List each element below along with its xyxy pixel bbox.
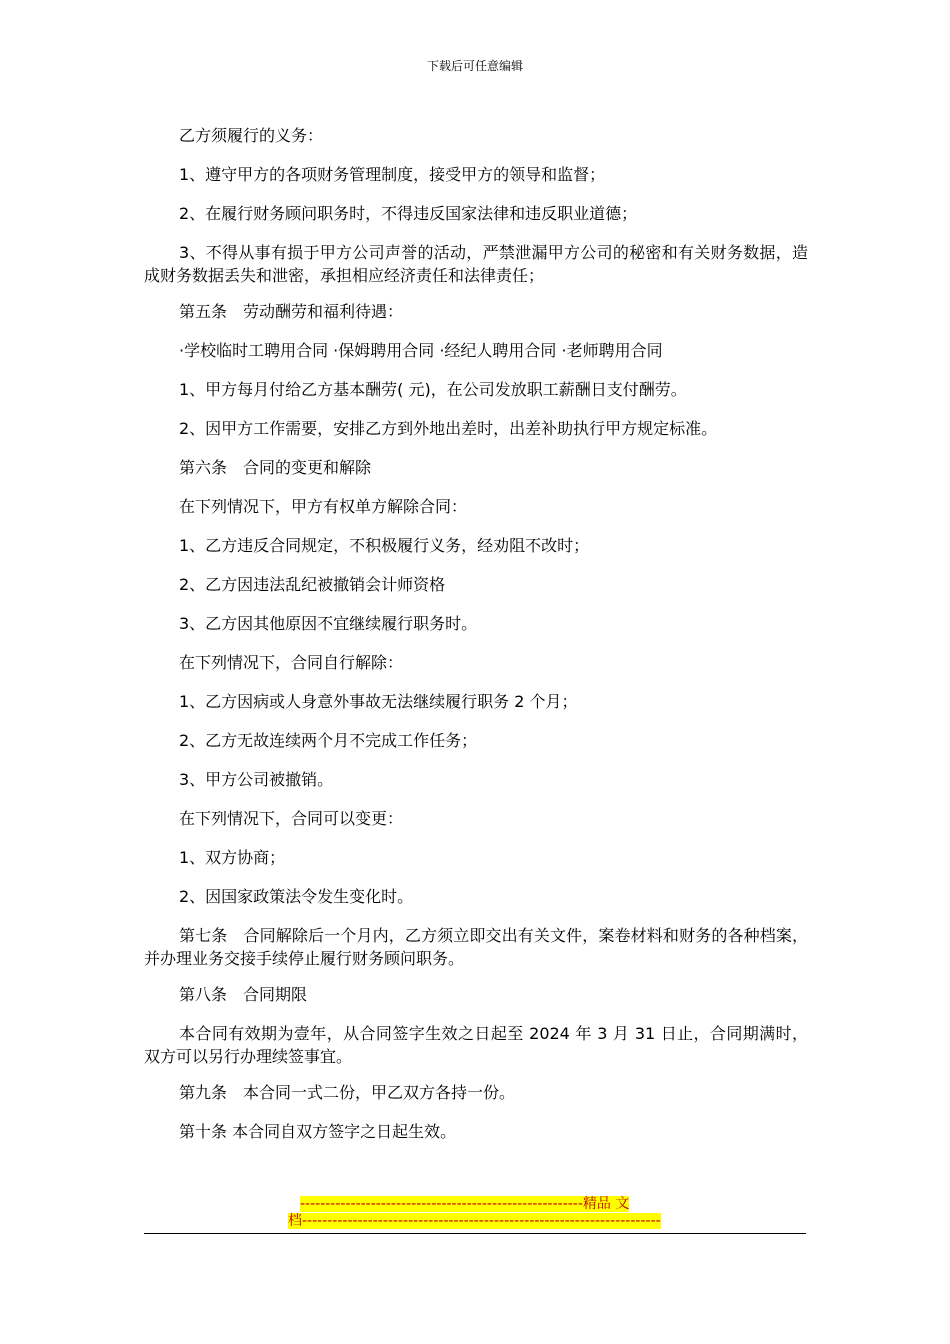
- footer-note-line: [288, 1196, 668, 1213]
- paragraph: 2、因甲方工作需要，安排乙方到外地出差时，出差补助执行甲方规定标准。: [179, 419, 718, 438]
- section-heading: 第五条 劳动酬劳和福利待遇：: [179, 302, 404, 321]
- paragraph: 2、因国家政策法令发生变化时。: [179, 887, 414, 906]
- footer-watermark-note: [288, 1196, 668, 1230]
- paragraph: 2、在履行财务顾问职务时，不得违反国家法律和违反职业道德；: [179, 204, 638, 223]
- footer-note-line: [288, 1213, 668, 1230]
- paragraph: 3、乙方因其他原因不宜继续履行职务时。: [179, 614, 478, 633]
- paragraph: 在下列情况下，甲方有权单方解除合同：: [179, 497, 468, 516]
- section-heading: 第九条 本合同一式二份，甲乙双方各持一份。: [179, 1083, 516, 1102]
- page-header: 下载后可任意编辑: [426, 59, 523, 73]
- paragraph: 本合同有效期为壹年，从合同签字生效之日起至 2024 年 3 月 31 日止，合同期满时，双方可以另行办理续签事宜。: [144, 1024, 808, 1066]
- section-heading: 第七条 合同解除后一个月内，乙方须立即交出有关文件，案卷材料和财务的各种档案，并办理业务交接手续停止履行财务顾问职务。: [144, 926, 808, 968]
- paragraph: 1、遵守甲方的各项财务管理制度，接受甲方的领导和监督；: [179, 165, 606, 184]
- footer-divider: [144, 1233, 806, 1234]
- section-heading: 第八条 合同期限: [179, 985, 308, 1004]
- paragraph: 2、乙方无故连续两个月不完成工作任务；: [179, 731, 478, 750]
- paragraph: 1、甲方每月付给乙方基本酬劳( 元)，在公司发放职工薪酬日支付酬劳。: [179, 380, 687, 399]
- section-heading: 第十条 本合同自双方签字之日起生效。: [179, 1122, 457, 1141]
- section-heading: 第六条 合同的变更和解除: [179, 458, 372, 477]
- paragraph: 在下列情况下，合同自行解除：: [179, 653, 404, 672]
- paragraph: 3、不得从事有损于甲方公司声誉的活动，严禁泄漏甲方公司的秘密和有关财务数据，造成财务数据丢失和泄密，承担相应经济责任和法律责任；: [144, 243, 808, 285]
- paragraph: 1、乙方违反合同规定，不积极履行义务，经劝阻不改时；: [179, 536, 590, 555]
- paragraph: 1、双方协商；: [179, 848, 286, 867]
- paragraph: 1、乙方因病或人身意外事故无法继续履行职务 2 个月；: [179, 692, 578, 711]
- footer-note-highlight: --------------------------------------------------------精品 文: [300, 1196, 630, 1212]
- paragraph: 3、甲方公司被撤销。: [179, 770, 334, 789]
- paragraph: 在下列情况下，合同可以变更：: [179, 809, 404, 828]
- document-body: [144, 124, 808, 1159]
- paragraph: 乙方须履行的义务：: [179, 126, 324, 145]
- paragraph: 2、乙方因违法乱纪被撤销会计师资格: [179, 575, 446, 594]
- related-links: ·学校临时工聘用合同 ·保姆聘用合同 ·经纪人聘用合同 ·老师聘用合同: [179, 341, 663, 360]
- footer-note-highlight: 档-----------------------------------------------------------------------: [288, 1213, 661, 1229]
